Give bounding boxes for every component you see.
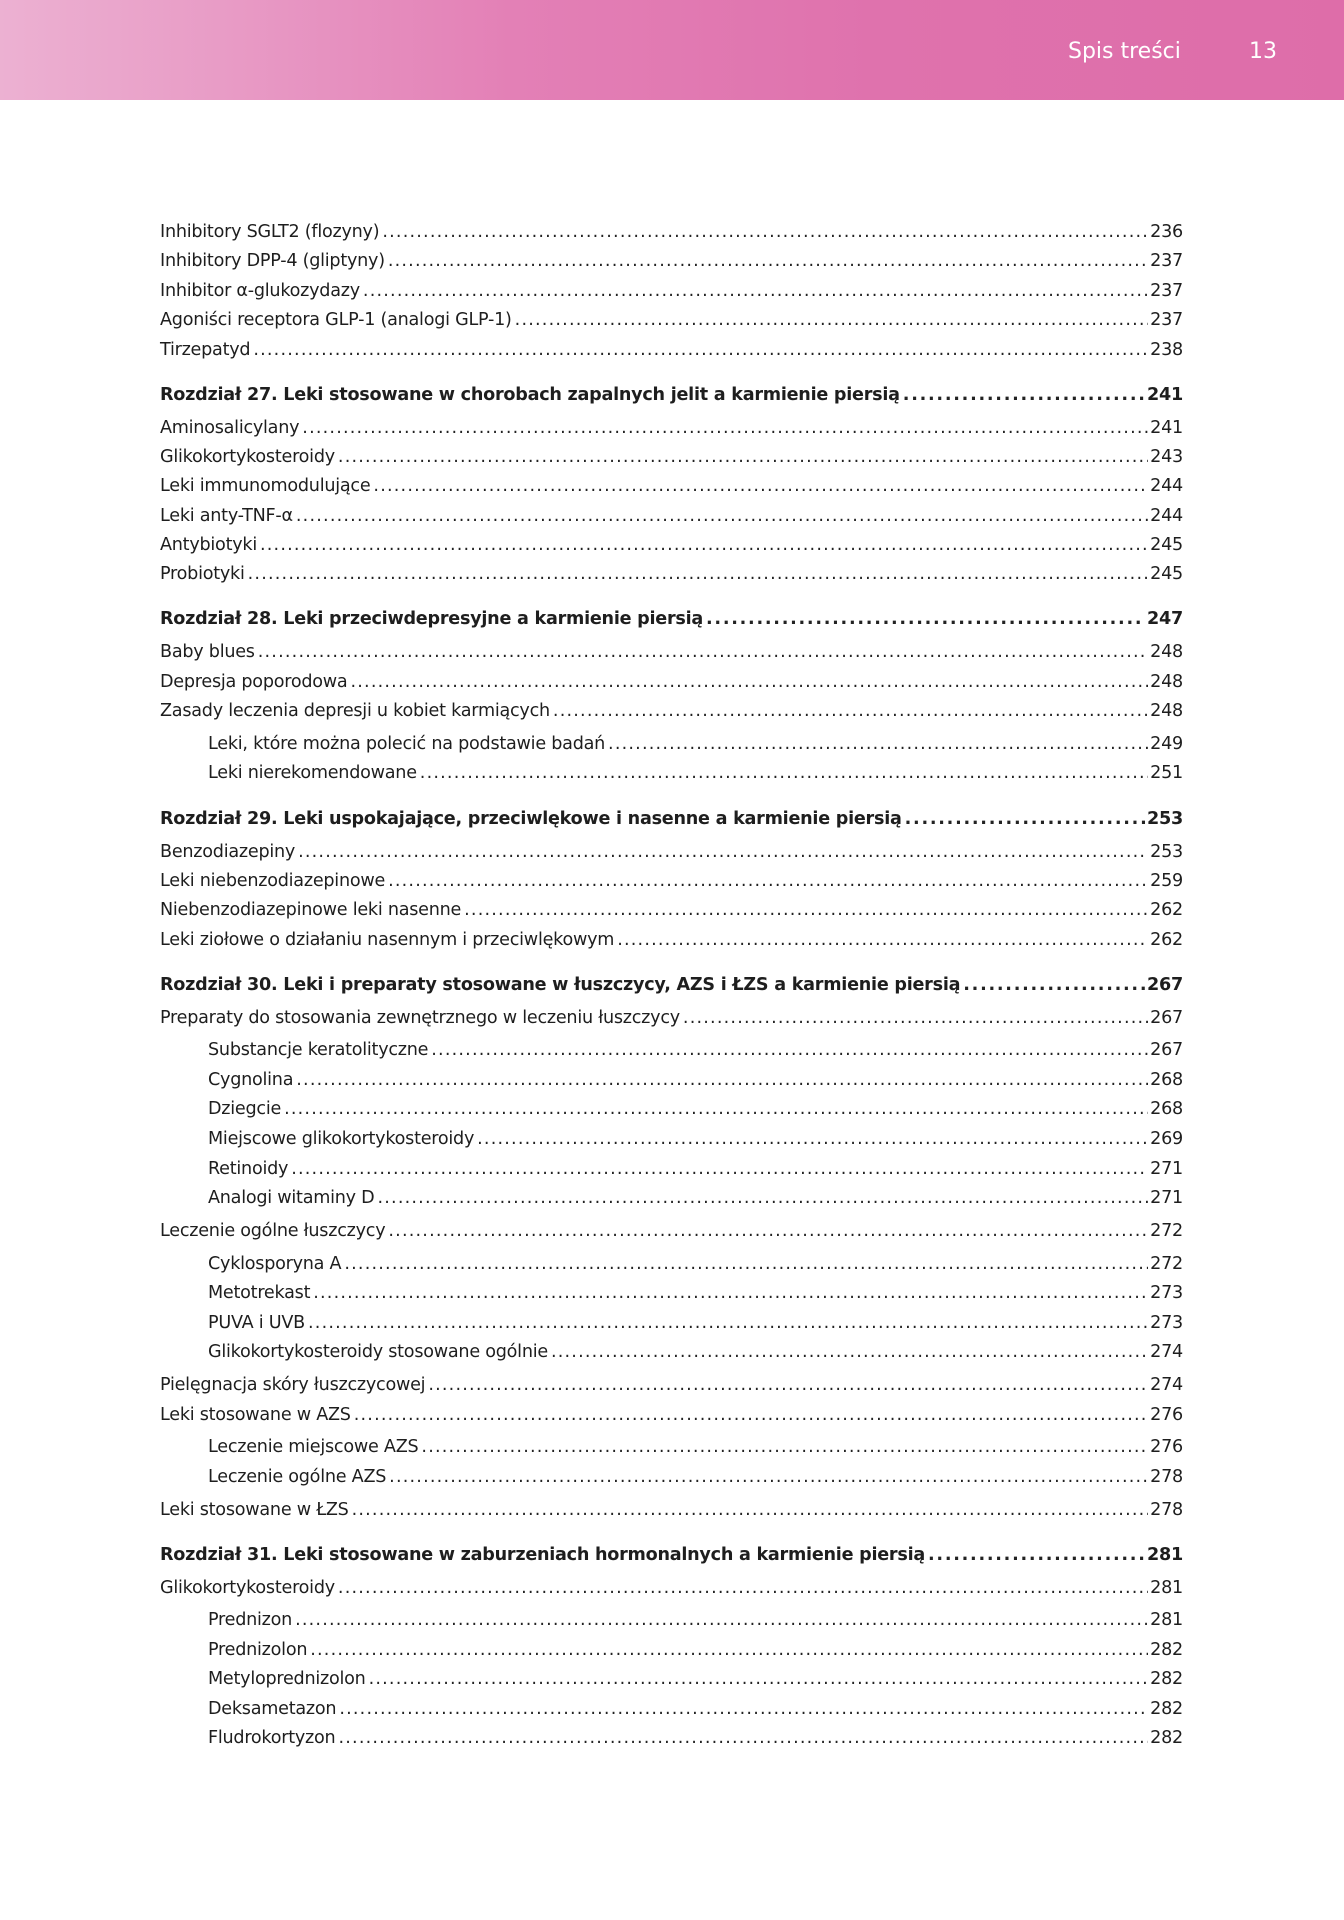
toc-entry-page: 248 — [1150, 671, 1183, 692]
toc-entry-page: 259 — [1150, 870, 1183, 891]
toc-entry-label: Cyklosporyna A — [208, 1253, 342, 1274]
dot-leader — [338, 1724, 1148, 1754]
toc-entry-page: 268 — [1150, 1099, 1183, 1120]
page-header — [0, 0, 1344, 100]
toc-section-entry[interactable] — [160, 560, 1183, 589]
toc-entry-label: Niebenzodiazepinowe leki nasenne — [160, 900, 462, 921]
dot-leader — [258, 638, 1148, 667]
toc-entry-page: 253 — [1147, 808, 1183, 829]
toc-entry-label: Probiotyki — [160, 564, 245, 585]
dot-leader — [363, 277, 1148, 306]
toc-chapter-entry[interactable] — [160, 805, 1183, 835]
toc-entry-label: Preparaty do stosowania zewnętrznego w leczeniu łuszczycy — [160, 1007, 680, 1028]
dot-leader — [388, 867, 1148, 896]
toc-entry-page: 243 — [1150, 446, 1183, 467]
toc-subsection-entry[interactable] — [160, 1155, 1183, 1185]
toc-entry-page: 271 — [1150, 1188, 1183, 1209]
toc-entry-page: 268 — [1150, 1069, 1183, 1090]
dot-leader — [369, 1665, 1149, 1695]
toc-subsection-entry[interactable] — [160, 1606, 1183, 1636]
toc-entry-label: Analogi witaminy D — [208, 1188, 375, 1209]
toc-entry-page: 273 — [1150, 1283, 1183, 1304]
toc-subsection-entry[interactable] — [160, 1184, 1183, 1214]
toc-entry-page: 245 — [1150, 535, 1183, 556]
toc-section-entry[interactable] — [160, 697, 1183, 726]
dot-leader — [388, 247, 1148, 276]
toc-entry-page: 253 — [1150, 841, 1183, 862]
toc-entry-page: 249 — [1150, 733, 1183, 754]
toc-section-entry[interactable] — [160, 531, 1183, 560]
toc-entry-page: 278 — [1150, 1499, 1183, 1520]
toc-entry-label: Metotrekast — [208, 1283, 311, 1304]
toc-entry-page: 282 — [1150, 1698, 1183, 1719]
dot-leader — [291, 1155, 1148, 1185]
toc-subsection-entry[interactable] — [160, 1665, 1183, 1695]
dot-leader — [553, 697, 1148, 726]
toc-section-entry[interactable] — [160, 472, 1183, 501]
dot-leader — [296, 502, 1148, 531]
dot-leader — [338, 1574, 1148, 1603]
toc-entry-label: Rozdział 27. Leki stosowane w chorobach zapalnych jelit a karmienie piersią — [160, 384, 900, 405]
toc-entry-page: 238 — [1150, 339, 1183, 360]
toc-entry-label: Substancje keratolityczne — [208, 1040, 429, 1061]
toc-section-entry[interactable] — [160, 867, 1183, 896]
toc-entry-label: Glikokortykosteroidy — [160, 1577, 335, 1598]
toc-entry-label: Leczenie miejscowe AZS — [208, 1437, 419, 1458]
toc-entry-label: Miejscowe glikokortykosteroidy — [208, 1129, 475, 1150]
toc-entry-page: 248 — [1150, 642, 1183, 663]
dot-leader — [420, 759, 1148, 789]
dot-leader — [515, 306, 1148, 335]
dot-leader — [302, 414, 1148, 443]
toc-section-entry[interactable] — [160, 277, 1183, 306]
toc-chapter-entry[interactable] — [160, 971, 1183, 1001]
toc-entry-label: Benzodiazepiny — [160, 841, 296, 862]
toc-section-entry[interactable] — [160, 638, 1183, 667]
toc-entry-page: 274 — [1150, 1375, 1183, 1396]
toc-section-entry[interactable] — [160, 1004, 1183, 1033]
toc-entry-label: Leki ziołowe o działaniu nasennym i przeciwlękowym — [160, 929, 615, 950]
toc-entry-page: 272 — [1150, 1221, 1183, 1242]
dot-leader — [284, 1095, 1148, 1125]
toc-entry-page: 248 — [1150, 701, 1183, 722]
toc-entry-page: 282 — [1150, 1728, 1183, 1749]
toc-entry-label: Rozdział 28. Leki przeciwdepresyjne a karmienie piersią — [160, 609, 704, 630]
toc-entry-page: 271 — [1150, 1158, 1183, 1179]
dot-leader — [905, 805, 1145, 835]
toc-entry-page: 245 — [1150, 564, 1183, 585]
toc-section-entry[interactable] — [160, 1401, 1183, 1430]
dot-leader — [389, 1463, 1148, 1493]
toc-entry-label: Inhibitory DPP-4 (gliptyny) — [160, 251, 385, 272]
toc-entry-page: 267 — [1147, 974, 1183, 995]
dot-leader — [310, 1636, 1148, 1666]
toc-entry-label: PUVA i UVB — [208, 1312, 305, 1333]
toc-entry-page: 247 — [1147, 609, 1183, 630]
toc-section-entry[interactable] — [160, 414, 1183, 443]
toc-entry-page: 272 — [1150, 1253, 1183, 1274]
toc-entry-page: 237 — [1150, 310, 1183, 331]
toc-entry-label: Leki stosowane w AZS — [160, 1404, 351, 1425]
toc-entry-page: 276 — [1150, 1404, 1183, 1425]
toc-entry-page: 241 — [1147, 384, 1183, 405]
dot-leader — [296, 1066, 1148, 1096]
toc-entry-page: 241 — [1150, 417, 1183, 438]
toc-section-entry[interactable] — [160, 1371, 1183, 1400]
toc-entry-label: Agoniści receptora GLP-1 (analogi GLP-1) — [160, 310, 512, 331]
toc-entry-label: Pielęgnacja skóry łuszczycowej — [160, 1375, 426, 1396]
toc-entry-label: Deksametazon — [208, 1698, 337, 1719]
toc-entry-page: 281 — [1147, 1544, 1183, 1565]
dot-leader — [350, 668, 1148, 697]
toc-entry-label: Inhibitory SGLT2 (flozyny) — [160, 222, 380, 242]
toc-entry-page: 281 — [1150, 1610, 1183, 1631]
toc-entry-label: Rozdział 29. Leki uspokajające, przeciwlękowe i nasenne a karmienie piersią — [160, 808, 902, 829]
toc-entry-label: Leki nierekomendowane — [208, 763, 417, 784]
toc-entry-label: Dziegcie — [208, 1099, 282, 1120]
toc-entry-label: Aminosalicylany — [160, 417, 300, 438]
toc-entry-label: Rozdział 31. Leki stosowane w zaburzeniach hormonalnych a karmienie piersią — [160, 1544, 925, 1565]
dot-leader — [344, 1250, 1148, 1280]
dot-leader — [373, 472, 1148, 501]
toc-entry-label: Leki anty-TNF-α — [160, 505, 293, 526]
dot-leader — [298, 838, 1148, 867]
toc-entry-page: 274 — [1150, 1342, 1183, 1363]
toc-entry-label: Fludrokortyzon — [208, 1728, 336, 1749]
dot-leader — [928, 1541, 1145, 1571]
toc-entry-page: 267 — [1150, 1040, 1183, 1061]
dot-leader — [382, 218, 1148, 247]
toc-entry-label: Retinoidy — [208, 1158, 289, 1179]
toc-section-entry[interactable] — [160, 443, 1183, 472]
toc-subsection-entry[interactable] — [160, 1125, 1183, 1155]
toc-entry-label: Prednizon — [208, 1610, 293, 1631]
page-number: 13 — [1249, 39, 1277, 64]
toc-subsection-entry[interactable] — [160, 1695, 1183, 1725]
toc-entry-page: 262 — [1150, 900, 1183, 921]
toc-entry-label: Leki niebenzodiazepinowe — [160, 870, 386, 891]
toc-entry-page: 237 — [1150, 280, 1183, 301]
toc-section-entry[interactable] — [160, 896, 1183, 925]
toc-entry-label: Inhibitor α-glukozydazy — [160, 280, 360, 301]
toc-subsection-entry[interactable] — [160, 1636, 1183, 1666]
toc-subsection-entry[interactable] — [160, 1338, 1183, 1368]
toc-section-entry[interactable] — [160, 218, 1183, 247]
toc-entry-label: Leki immunomodulujące — [160, 476, 371, 497]
toc-entry-page: 251 — [1150, 763, 1183, 784]
toc-entry-page: 244 — [1150, 505, 1183, 526]
toc-section-entry[interactable] — [160, 668, 1183, 697]
toc-subsection-entry[interactable] — [160, 1724, 1183, 1754]
dot-leader — [551, 1338, 1148, 1368]
toc-entry-page: 278 — [1150, 1466, 1183, 1487]
toc-entry-label: Leczenie ogólne łuszczycy — [160, 1221, 386, 1242]
dot-leader — [464, 896, 1148, 925]
toc-section-entry[interactable] — [160, 926, 1183, 955]
toc-entry-label: Metyloprednizolon — [208, 1669, 366, 1690]
toc-entry-label: Tirzepatyd — [160, 339, 251, 360]
toc-section-entry[interactable] — [160, 247, 1183, 276]
dot-leader — [313, 1279, 1148, 1309]
toc-subsection-entry[interactable] — [160, 1066, 1183, 1096]
toc-section-entry[interactable] — [160, 1496, 1183, 1525]
dot-leader — [338, 443, 1148, 472]
dot-leader — [354, 1401, 1148, 1430]
dot-leader — [352, 1496, 1149, 1525]
toc-subsection-entry[interactable] — [160, 1036, 1183, 1066]
toc-entry-label: Zasady leczenia depresji u kobiet karmiących — [160, 701, 550, 722]
toc-entry-label: Leki stosowane w ŁZS — [160, 1499, 349, 1520]
toc-entry-label: Glikokortykosteroidy stosowane ogólnie — [208, 1342, 548, 1363]
toc-entry-label: Cygnolina — [208, 1069, 294, 1090]
running-title: Spis treści — [1068, 39, 1181, 64]
dot-leader — [260, 531, 1148, 560]
toc-entry-page: 236 — [1150, 222, 1183, 242]
toc-entry-label: Rozdział 30. Leki i preparaty stosowane w łuszczycy, AZS i ŁZS a karmienie piersią — [160, 974, 961, 995]
dot-leader — [608, 730, 1148, 760]
table-of-contents — [160, 218, 1183, 1754]
toc-entry-page: 244 — [1150, 476, 1183, 497]
toc-entry-page: 262 — [1150, 929, 1183, 950]
dot-leader — [339, 1695, 1148, 1725]
toc-entry-page: 267 — [1150, 1007, 1183, 1028]
toc-section-entry[interactable] — [160, 336, 1183, 365]
toc-entry-label: Leczenie ogólne AZS — [208, 1466, 387, 1487]
toc-subsection-entry[interactable] — [160, 1309, 1183, 1339]
toc-entry-page: 281 — [1150, 1577, 1183, 1598]
dot-leader — [903, 381, 1145, 411]
toc-section-entry[interactable] — [160, 1574, 1183, 1603]
toc-entry-label: Glikokortykosteroidy — [160, 446, 335, 467]
dot-leader — [431, 1036, 1148, 1066]
toc-subsection-entry[interactable] — [160, 1463, 1183, 1493]
toc-entry-page: 276 — [1150, 1437, 1183, 1458]
toc-entry-label: Leki, które można polecić na podstawie badań — [208, 733, 606, 754]
dot-leader — [617, 926, 1148, 955]
dot-leader — [295, 1606, 1148, 1636]
dot-leader — [428, 1371, 1148, 1400]
toc-entry-label: Depresja poporodowa — [160, 671, 348, 692]
toc-section-entry[interactable] — [160, 502, 1183, 531]
toc-entry-page: 282 — [1150, 1639, 1183, 1660]
toc-entry-label: Baby blues — [160, 642, 255, 663]
dot-leader — [477, 1125, 1148, 1155]
toc-entry-label: Prednizolon — [208, 1639, 308, 1660]
toc-section-entry[interactable] — [160, 838, 1183, 867]
toc-entry-page: 273 — [1150, 1312, 1183, 1333]
toc-subsection-entry[interactable] — [160, 759, 1183, 789]
toc-subsection-entry[interactable] — [160, 730, 1183, 760]
toc-subsection-entry[interactable] — [160, 1433, 1183, 1463]
dot-leader — [388, 1217, 1148, 1246]
toc-chapter-entry[interactable] — [160, 381, 1183, 411]
dot-leader — [377, 1184, 1148, 1214]
dot-leader — [706, 605, 1145, 635]
toc-section-entry[interactable] — [160, 1217, 1183, 1246]
toc-entry-label: Antybiotyki — [160, 535, 257, 556]
toc-section-entry[interactable] — [160, 306, 1183, 335]
toc-entry-page: 269 — [1150, 1129, 1183, 1150]
toc-subsection-entry[interactable] — [160, 1250, 1183, 1280]
toc-chapter-entry[interactable] — [160, 605, 1183, 635]
toc-entry-page: 282 — [1150, 1669, 1183, 1690]
dot-leader — [683, 1004, 1148, 1033]
dot-leader — [308, 1309, 1148, 1339]
toc-entry-page: 237 — [1150, 251, 1183, 272]
toc-chapter-entry[interactable] — [160, 1541, 1183, 1571]
dot-leader — [248, 560, 1149, 589]
dot-leader — [421, 1433, 1148, 1463]
toc-subsection-entry[interactable] — [160, 1279, 1183, 1309]
toc-subsection-entry[interactable] — [160, 1095, 1183, 1125]
dot-leader — [963, 971, 1145, 1001]
dot-leader — [253, 336, 1148, 365]
